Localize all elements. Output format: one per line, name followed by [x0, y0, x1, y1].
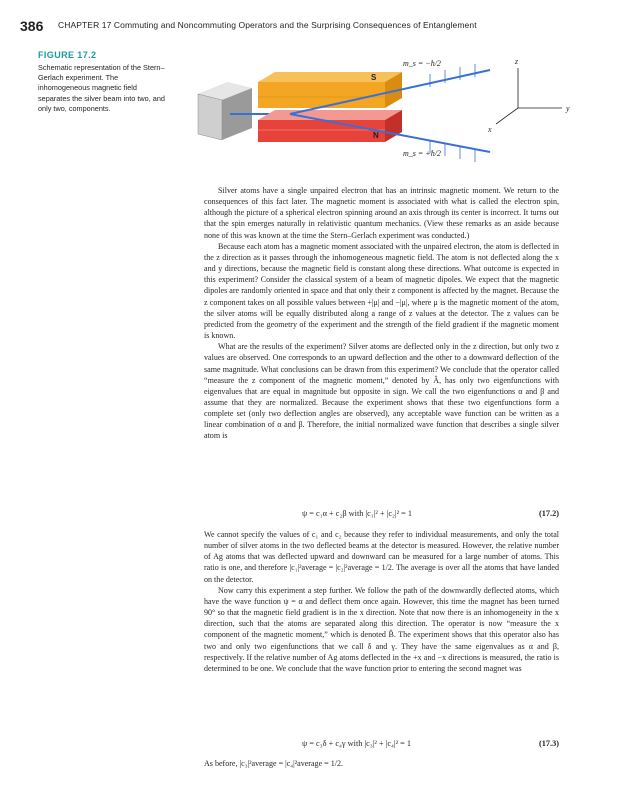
equation-17-2: ψ = c₁α + c₂β with |c₁|² + |c₂|² = 1 [302, 509, 413, 518]
source-oven [198, 82, 252, 140]
ms-bottom-label: m_s = +ħ/2 [403, 149, 441, 158]
equation-17-3: ψ = c₃δ + c₄γ with |c₃|² + |c₄|² = 1 [302, 739, 412, 748]
paragraph-5: Now carry this experiment a step further. We follow the path of the downwardly deflected atoms, which have the wave function ψ = α and deflect them once again. However, this time the magnet has been turned 90° so that the magnetic field gradient is in the x direction. Note that now there is an inhomogeneity in the x direction, such that the atoms are separated along this direction. The operator is now “measure the x component of the magnetic moment,” which is denoted B̂. The experiment shows that this operator also has two and only two eigenfunctions that we call δ and γ. They have the same eigenvalues as α and β, respectively. If the relative number of Ag atoms deflected in the +x and −x directions is measured, the ratio is determined to be one. We conclude that the wave function prior to entering the second magnet was [204, 585, 559, 673]
page-header [20, 18, 606, 38]
paragraph-3: What are the results of the experiment? Silver atoms are deflected only in the z direction, but only two z values are observed. One corresponds to an upward deflection and the other to a downward deflection of the same magnitude. What conclusions can be drawn from this experiment? We conclude that the operator called “measure the z component of the magnetic moment,” denoted by Â, has only two eigenfunctions with eigenvalues that are equal in magnitude but opposite in sign. We call the two eigenfunctions α and β and assume that they are normalized. Because the experiment shows that these two eigenfunctions form a complete set (only two deflection angles are observed), any acceptable wave function can be written as a linear combination of α and β. Therefore, the initial normalized wave function that describes a single silver atom is [204, 342, 559, 441]
page-number: 386 [20, 18, 44, 34]
axis-x-label: x [488, 125, 492, 134]
axes [496, 68, 562, 124]
equation-17-2-number: (17.2) [538, 509, 559, 518]
paragraph-1: Silver atoms have a single unpaired electron that has an intrinsic magnetic moment. We return to the consequences of this fact later. The magnetic moment is associated with what is called the electron spin, although the picture of a spherical electron spinning around an axis through its center is incorrect. It turns out that the spin emerges naturally in relativistic quantum mechanics. (View these remarks as an aside because none of this was known at the time the Stern–Gerlach experiment was conducted.) [204, 186, 559, 240]
axis-z-label: z [515, 57, 519, 66]
final-line: As before, |c₃|²average = |c₄|²average = 1/2. [204, 759, 343, 768]
running-head: CHAPTER 17 Commuting and Noncommuting Operators and the Surprising Consequences of Entanglement [58, 20, 477, 30]
body-text-middle [204, 529, 559, 674]
stern-gerlach-figure [190, 42, 590, 172]
body-text-top [204, 185, 559, 442]
magnet-label-s: S [371, 73, 377, 82]
stern-gerlach-diagram [190, 42, 590, 172]
figure-label: FIGURE 17.2 [38, 50, 97, 60]
paragraph-4: We cannot specify the values of c₁ and c₂ because they refer to individual measurements, and only the total number of silver atoms in the two deflected beams at the detector is measured. However, the relative number of Ag atoms that was deflected upward and downward can be measured for a large number of atoms. This ratio is one, and therefore |c₁|²average = |c₂|²average = 1/2. The average is over all the atoms that have landed on the detector. [204, 530, 559, 584]
figure-caption [38, 50, 170, 114]
magnet-bottom [258, 110, 402, 142]
equation-17-3-number: (17.3) [538, 739, 559, 748]
paragraph-2: Because each atom has a magnetic moment associated with the unpaired electron, the atom is deflected in the z direction as it passes through the inhomogeneous magnetic field. The atom is not deflected along the x and y directions, because the magnetic field is constant along these directions. What outcome is expected in this experiment? Consider the classical system of a beam of magnetic dipoles. We expect that the magnetic dipoles are randomly oriented in space and that only their z component is affected by the magnet. Because the z component takes on all possible values between +|μ| and −|μ|, where μ is the magnetic moment of the atom, the silver atoms will be equally distributed along a range of z values at the detector. The z values can be predicted from the geometry of the experiment and the strength of the field gradient if the magnetic moment is known. [204, 241, 559, 341]
ms-top-label: m_s = −ħ/2 [403, 59, 441, 68]
magnet-label-n: N [373, 131, 379, 140]
figure-caption-text: Schematic representation of the Stern–Gerlach experiment. The inhomogeneous magnetic field separates the silver beam into two, and only two, components. [38, 63, 165, 113]
magnet-top [258, 72, 402, 108]
body-text-final [204, 758, 559, 769]
axis-y-label: y [566, 104, 570, 113]
